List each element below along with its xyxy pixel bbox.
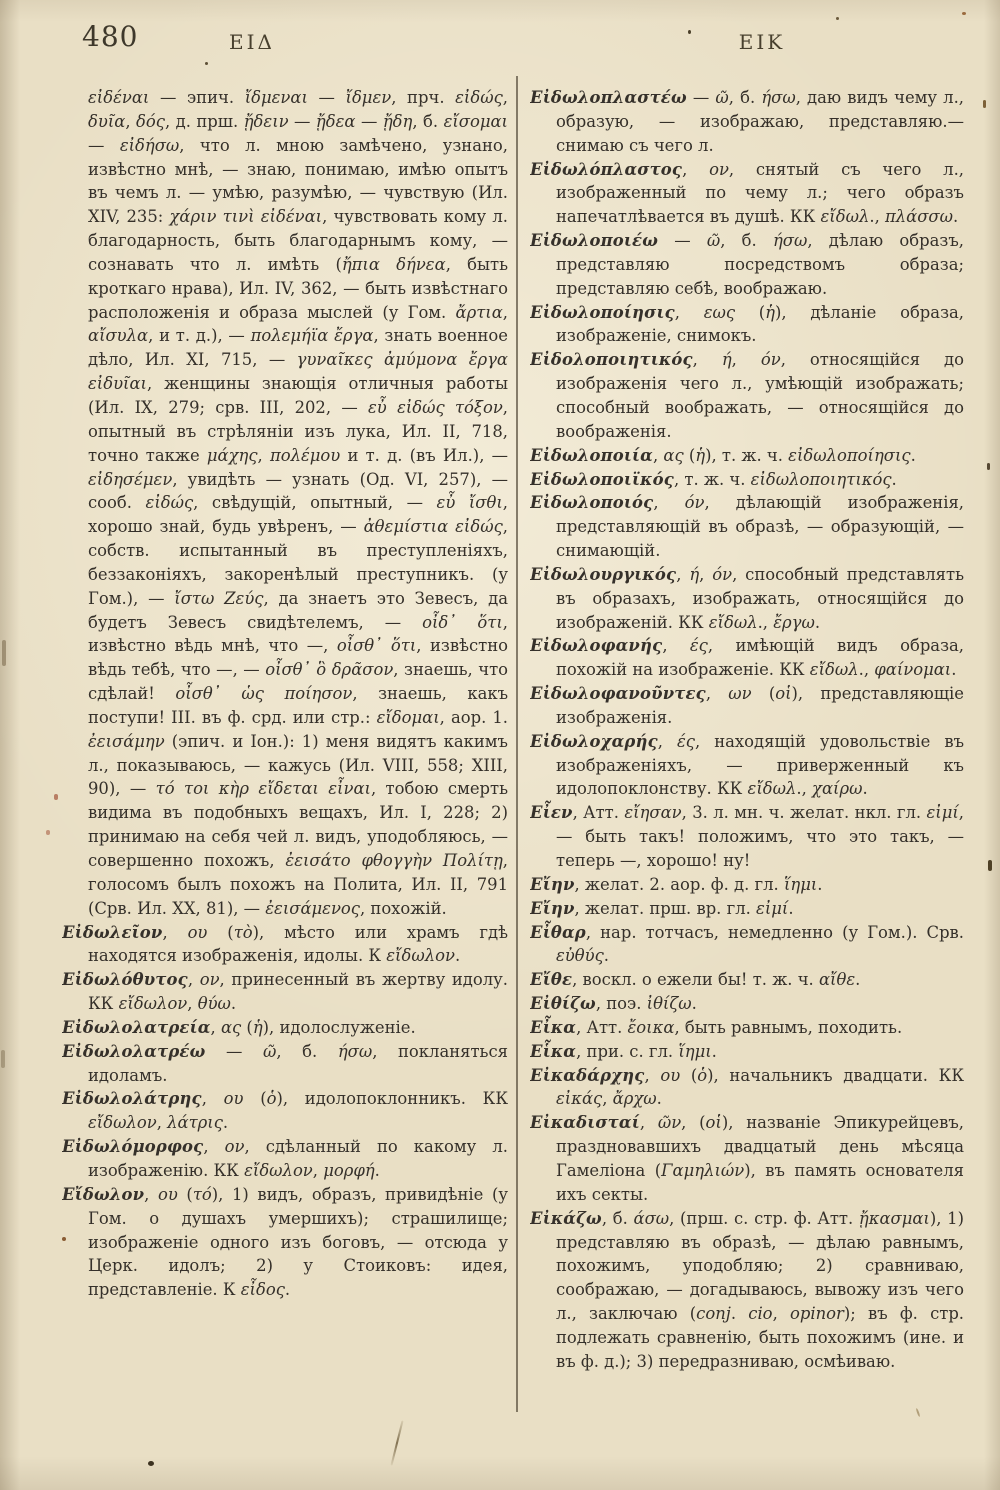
running-head-right: ΕΙΚ (738, 30, 786, 54)
dictionary-entry: Εἰδωλοφανής, ές, имѣющій видъ образа, похожій на изображеніе. КК εἴδωλ., φαίνομαι. (530, 636, 964, 680)
paper-speck (148, 1461, 154, 1466)
dictionary-entry: Εἶθαρ, нар. тотчасъ, немедленно (у Гом.). Срв. εὐθύς. (530, 922, 964, 966)
dictionary-entry: Εἰδωλοπλαστέω — ῶ, б. ήσω, даю видъ чему л., образую, — изображаю, представляю.— снимаю съ чего л. (530, 88, 964, 155)
dictionary-entry: Εἰδωλολάτρης, ου (ὁ), идолопоклонникъ. КК εἴδωλον, λάτρις. (62, 1089, 508, 1133)
scratch-mark (390, 1420, 403, 1465)
dictionary-entry: Εἴην, желат. прш. вр. гл. εἰμί. (530, 898, 794, 918)
paper-speck (688, 30, 691, 34)
dictionary-entry: Εἰδωλοχαρής, ές, находящій удовольствіе въ изображеніяхъ, — приверженный къ идолопоклонству. КК εἴδωλ., χαίρω. (530, 731, 964, 799)
paper-speck (987, 463, 990, 470)
dictionary-entry: Εἰδωλοποιϊκός, т. ж. ч. εἰδωλοποιητικός. (530, 469, 897, 489)
paper-speck (836, 17, 839, 20)
right-column (530, 86, 964, 1422)
dictionary-entry: Εἰδωλουργικός, ή, όν, способный представлять въ образахъ, изображать, относящійся до изображеній. КК εἴδωλ., ἔργω. (530, 564, 964, 632)
dictionary-entry: Εἰδολοποιητικός, ή, όν, относящійся до изображенія чего л., умѣющій изображать; способный воображать, — относящійся до воображенія. (530, 350, 964, 441)
dictionary-entry: Εἶκα, Атт. ἔοικα, быть равнымъ, походить. (530, 1017, 903, 1037)
paper-speck (983, 100, 986, 108)
paper-speck (54, 794, 58, 800)
paper-speck (962, 12, 966, 15)
continued-entry-text: εἰδέναι — эпич. ἴδμεναι — ἴδμεν, прч. εἰδώς, δυῖα, δός, д. прш. ᾔδειν — ᾔδεα — ᾔδη, б. εἴσομαι — εἰδήσω, что л. мною замѣчено, узнано, извѣстно мнѣ, — знаю, понимаю, имѣю опытъ въ чемъ л. — умѣю, разумѣю, — чувствую (Ил. XIV, 235: χάριν τινὶ εἰδέναι, чувствовать кому л. благодарность, быть благодарнымъ кому, — сознавать что л. имѣть (ἤπια δήνεα, быть кроткаго нрава), Ил. IV, 362, — быть извѣстнаго расположенія и образа мыслей (у Гом. ἄρτια, αἴσυλα, и т. д.), — πολεμήϊα ἔργα, знать военное дѣло, Ил. XI, 715, — γυναῖκες ἀμύμονα ἔργα εἰδυῖαι, женщины знающія отличныя работы (Ил. IX, 279; срв. III, 202, — εὖ εἰδώς τόξον, опытный въ стрѣляніи изъ лука, Ил. II, 718, точно также μάχης, πολέμου и т. д. (въ Ил.), — εἰδησέμεν, увидѣть — узнать (Од. VI, 257), — сооб. εἰδώς, свѣдущій, опытный, — εὖ ἴσθι, хорошо знай, будь увѣренъ, — ἀθεμίστια εἰδώς, собств. испытанный въ преступленіяхъ, беззаконіяхъ, закоренѣлый преступникъ. (у Гом.), — ἴστω Ζεύς, да знаетъ это Зевесъ, да будетъ Зевесъ свидѣтелемъ, — οἶδ᾽ ὅτι, извѣстно вѣдь мнѣ, что —, οἶσθ᾽ ὅτι, извѣстно вѣдь тебѣ, что —, — οἶσθ᾽ ὃ δρᾶσον, знаешь, что сдѣлай! οἶσθ᾽ ὡς ποίησον, знаешь, какъ поступи! III. въ ф. срд. или стр.: εἴδομαι, аор. 1. ἐεισάμην (эпич. и Іон.): 1) меня видятъ какимъ л., показываюсь, — кажусь (Ил. VIII, 558; XIII, 90), — τό τοι κὴρ εἴδεται εἶναι, тобою смерть видима въ подобныхъ вещахъ, Ил. I, 228; 2) принимаю на себя чей л. видъ, уподобляюсь, — совершенно похожъ, ἐεισάτο φθογγὴν Πολίτῃ, голосомъ былъ похожъ на Полита, Ил. II, 791 (Срв. Ил. XX, 81), — ἐεισάμενος, похожій. (88, 88, 508, 918)
dictionary-entry: Εἴθε, воскл. о ежели бы! т. ж. ч. αἴθε. (530, 970, 861, 990)
dictionary-entry: Εἰδωλολατρέω — ῶ, б. ήσω, покланяться идоламъ. (62, 1041, 508, 1085)
dictionary-entry: Εἰθίζω, поэ. ἰθίζω. (530, 994, 697, 1014)
dictionary-entry: Εἰδωλοποίησις, εως (ἡ), дѣланіе образа, изображеніе, снимокъ. (530, 302, 964, 346)
paper-speck (62, 1237, 66, 1241)
paper-speck (988, 860, 992, 871)
dictionary-entry: Εἴην, желат. 2. аор. ф. д. гл. ἵημι. (530, 874, 823, 894)
paper-speck (1, 1050, 5, 1068)
dictionary-entry: Εἰδωλοφανοῦντες, ων (οἱ), представляющіе изображенія. (530, 684, 964, 727)
dictionary-entry: Εἰδωλοποιέω — ῶ, б. ήσω, дѣлаю образъ, представляю посредствомъ образа; представляю себѣ, воображаю. (530, 231, 964, 298)
page-number: 480 (82, 20, 139, 53)
dictionary-entry: Εἰδωλόπλαστος, ον, снятый съ чего л., изображенный по чему л.; чего образъ напечатлѣвается въ душѣ. КК εἴδωλ., πλάσσω. (530, 159, 964, 227)
paper-speck (2, 640, 6, 666)
dictionary-entry: Εἰδωλόθυτος, ον, принесенный въ жертву идолу. КК εἴδωλον, θύω. (62, 970, 508, 1014)
running-head-left: ΕΙΔ (229, 30, 275, 54)
dictionary-entry: Εἴδωλον, ου (τό), 1) видъ, образъ, привидѣніе (у Гом. о душахъ умершихъ); страшилище; изображеніе одного изъ боговъ, — отсюда у Церк. идолъ; 2) у Стоиковъ: идея, представленіе. К εἶδος. (62, 1184, 508, 1300)
dictionary-entry: Εἰδωλολατρεία, ας (ἡ), идолослуженіе. (62, 1017, 416, 1037)
dictionary-entry: Εἰκάζω, б. άσω, (прш. с. стр. ф. Атт. ᾔκασμαι), 1) представляю въ образѣ, — дѣлаю равнымъ, похожимъ, уподобляю; 2) сравниваю, соображаю, — догадываюсь, вывожу изъ чего л., заключаю (conj. cio, opinor); въ ф. стр. подлежать сравненію, быть похожимъ (ине. и въ ф. д.); 3) передразниваю, осмѣиваю. (530, 1208, 964, 1371)
dictionary-entry: Εἰδωλόμορφος, ον, сдѣланный по какому л. изображенію. КК εἴδωλον, μορφή. (62, 1137, 508, 1180)
dictionary-entry: Εἰκαδάρχης, ου (ὁ), начальникъ двадцати. КК εἰκάς, ἄρχω. (530, 1065, 964, 1109)
dictionary-entry: Εἰκαδισταί, ῶν, (οἱ), названіе Эпикурейцевъ, праздновавшихъ двадцатый день мѣсяца Гамеліона (Γαμηλιών), въ память основателя ихъ секты. (530, 1113, 964, 1204)
dictionary-entry: Εἰδωλεῖον, ου (τὸ), мѣсто или храмъ гдѣ находятся изображенія, идолы. К εἴδωλον. (62, 922, 508, 966)
dictionary-entry: Εἰδωλοποιία, ας (ἡ), т. ж. ч. εἰδωλοποίησις. (530, 445, 916, 465)
paper-speck (46, 830, 50, 835)
paper-speck (205, 62, 208, 65)
dictionary-entry: Εἷκα, при. с. гл. ἵημι. (530, 1041, 717, 1061)
column-divider (516, 76, 518, 1412)
dictionary-entry: Εἶεν, Атт. εἴησαν, 3. л. мн. ч. желат. нкл. гл. εἰμί, — быть такъ! положимъ, что это такъ, — теперь —, хорошо! ну! (530, 803, 964, 870)
dictionary-entry: Εἰδωλοποιός, όν, дѣлающій изображенія, представляющій въ образѣ, — образующій, — снимающій. (530, 493, 964, 561)
left-column (62, 86, 508, 1416)
